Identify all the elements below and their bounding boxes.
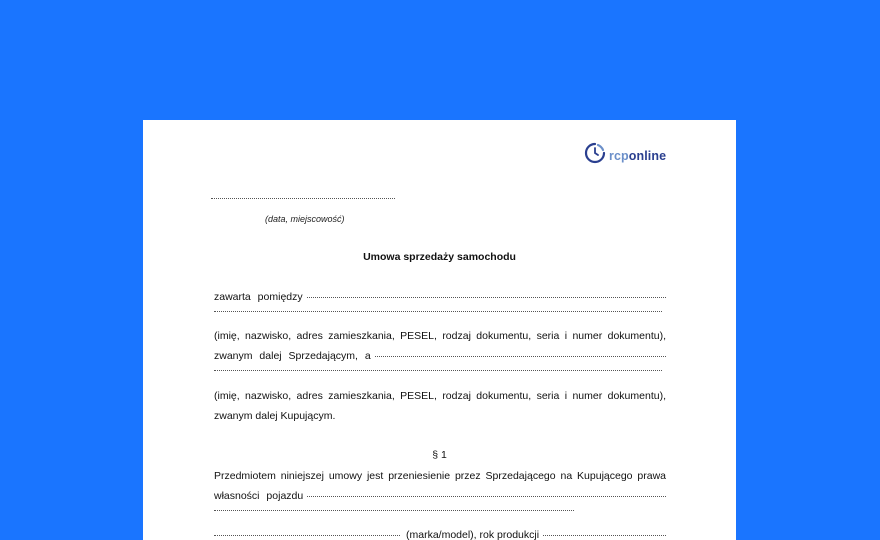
logo-online-text: online [628, 148, 667, 163]
dotted-fill [214, 510, 574, 511]
document-page [143, 120, 736, 540]
przedmiotem-text: Przedmiotem niniejszej umowy jest przeniesienie przez Sprzedającego na Kupującego prawa [214, 470, 666, 482]
dotted-fill [375, 356, 666, 357]
zwanym-seller-label: zwanym dalej Sprzedającym, a [214, 350, 371, 362]
party-desc-2: (imię, nazwisko, adres zamieszkania, PESEL, rodzaj dokumentu, seria i numer dokumentu), [214, 390, 666, 402]
line-zwanym-seller [214, 350, 666, 362]
zawarta-label: zawarta pomiędzy [214, 291, 303, 303]
document-title: Umowa sprzedaży samochodu [363, 251, 516, 263]
logo-rcp-text: rcp [609, 148, 629, 163]
line-zwanym-buyer [214, 410, 666, 422]
line-blank-3 [214, 512, 574, 513]
line-marka-model [214, 529, 666, 540]
line-przedmiotem [214, 470, 666, 482]
section-mark: § 1 [432, 449, 447, 461]
clock-icon [584, 142, 606, 169]
date-field-line [211, 198, 395, 199]
dotted-fill [214, 535, 400, 536]
line-party-desc-1 [214, 330, 666, 342]
dotted-fill [543, 535, 666, 536]
party-desc-1: (imię, nazwisko, adres zamieszkania, PESEL, rodzaj dokumentu, seria i numer dokumentu), [214, 330, 666, 342]
dotted-fill [214, 370, 662, 371]
dotted-fill [214, 311, 662, 312]
line-blank-1 [214, 313, 662, 314]
dotted-fill [307, 496, 666, 497]
line-zawarta [214, 291, 666, 303]
line-blank-2 [214, 372, 662, 373]
line-party-desc-2 [214, 390, 666, 402]
rcponline-logo [584, 142, 666, 169]
zwanym-buyer-label: zwanym dalej Kupującym. [214, 410, 336, 422]
line-wlasnosci [214, 490, 666, 502]
marka-model-label: (marka/model), rok produkcji [406, 529, 540, 540]
date-caption: (data, miejscowość) [265, 214, 345, 224]
dotted-fill [307, 297, 666, 298]
wlasnosci-label: własności pojazdu [214, 490, 304, 502]
